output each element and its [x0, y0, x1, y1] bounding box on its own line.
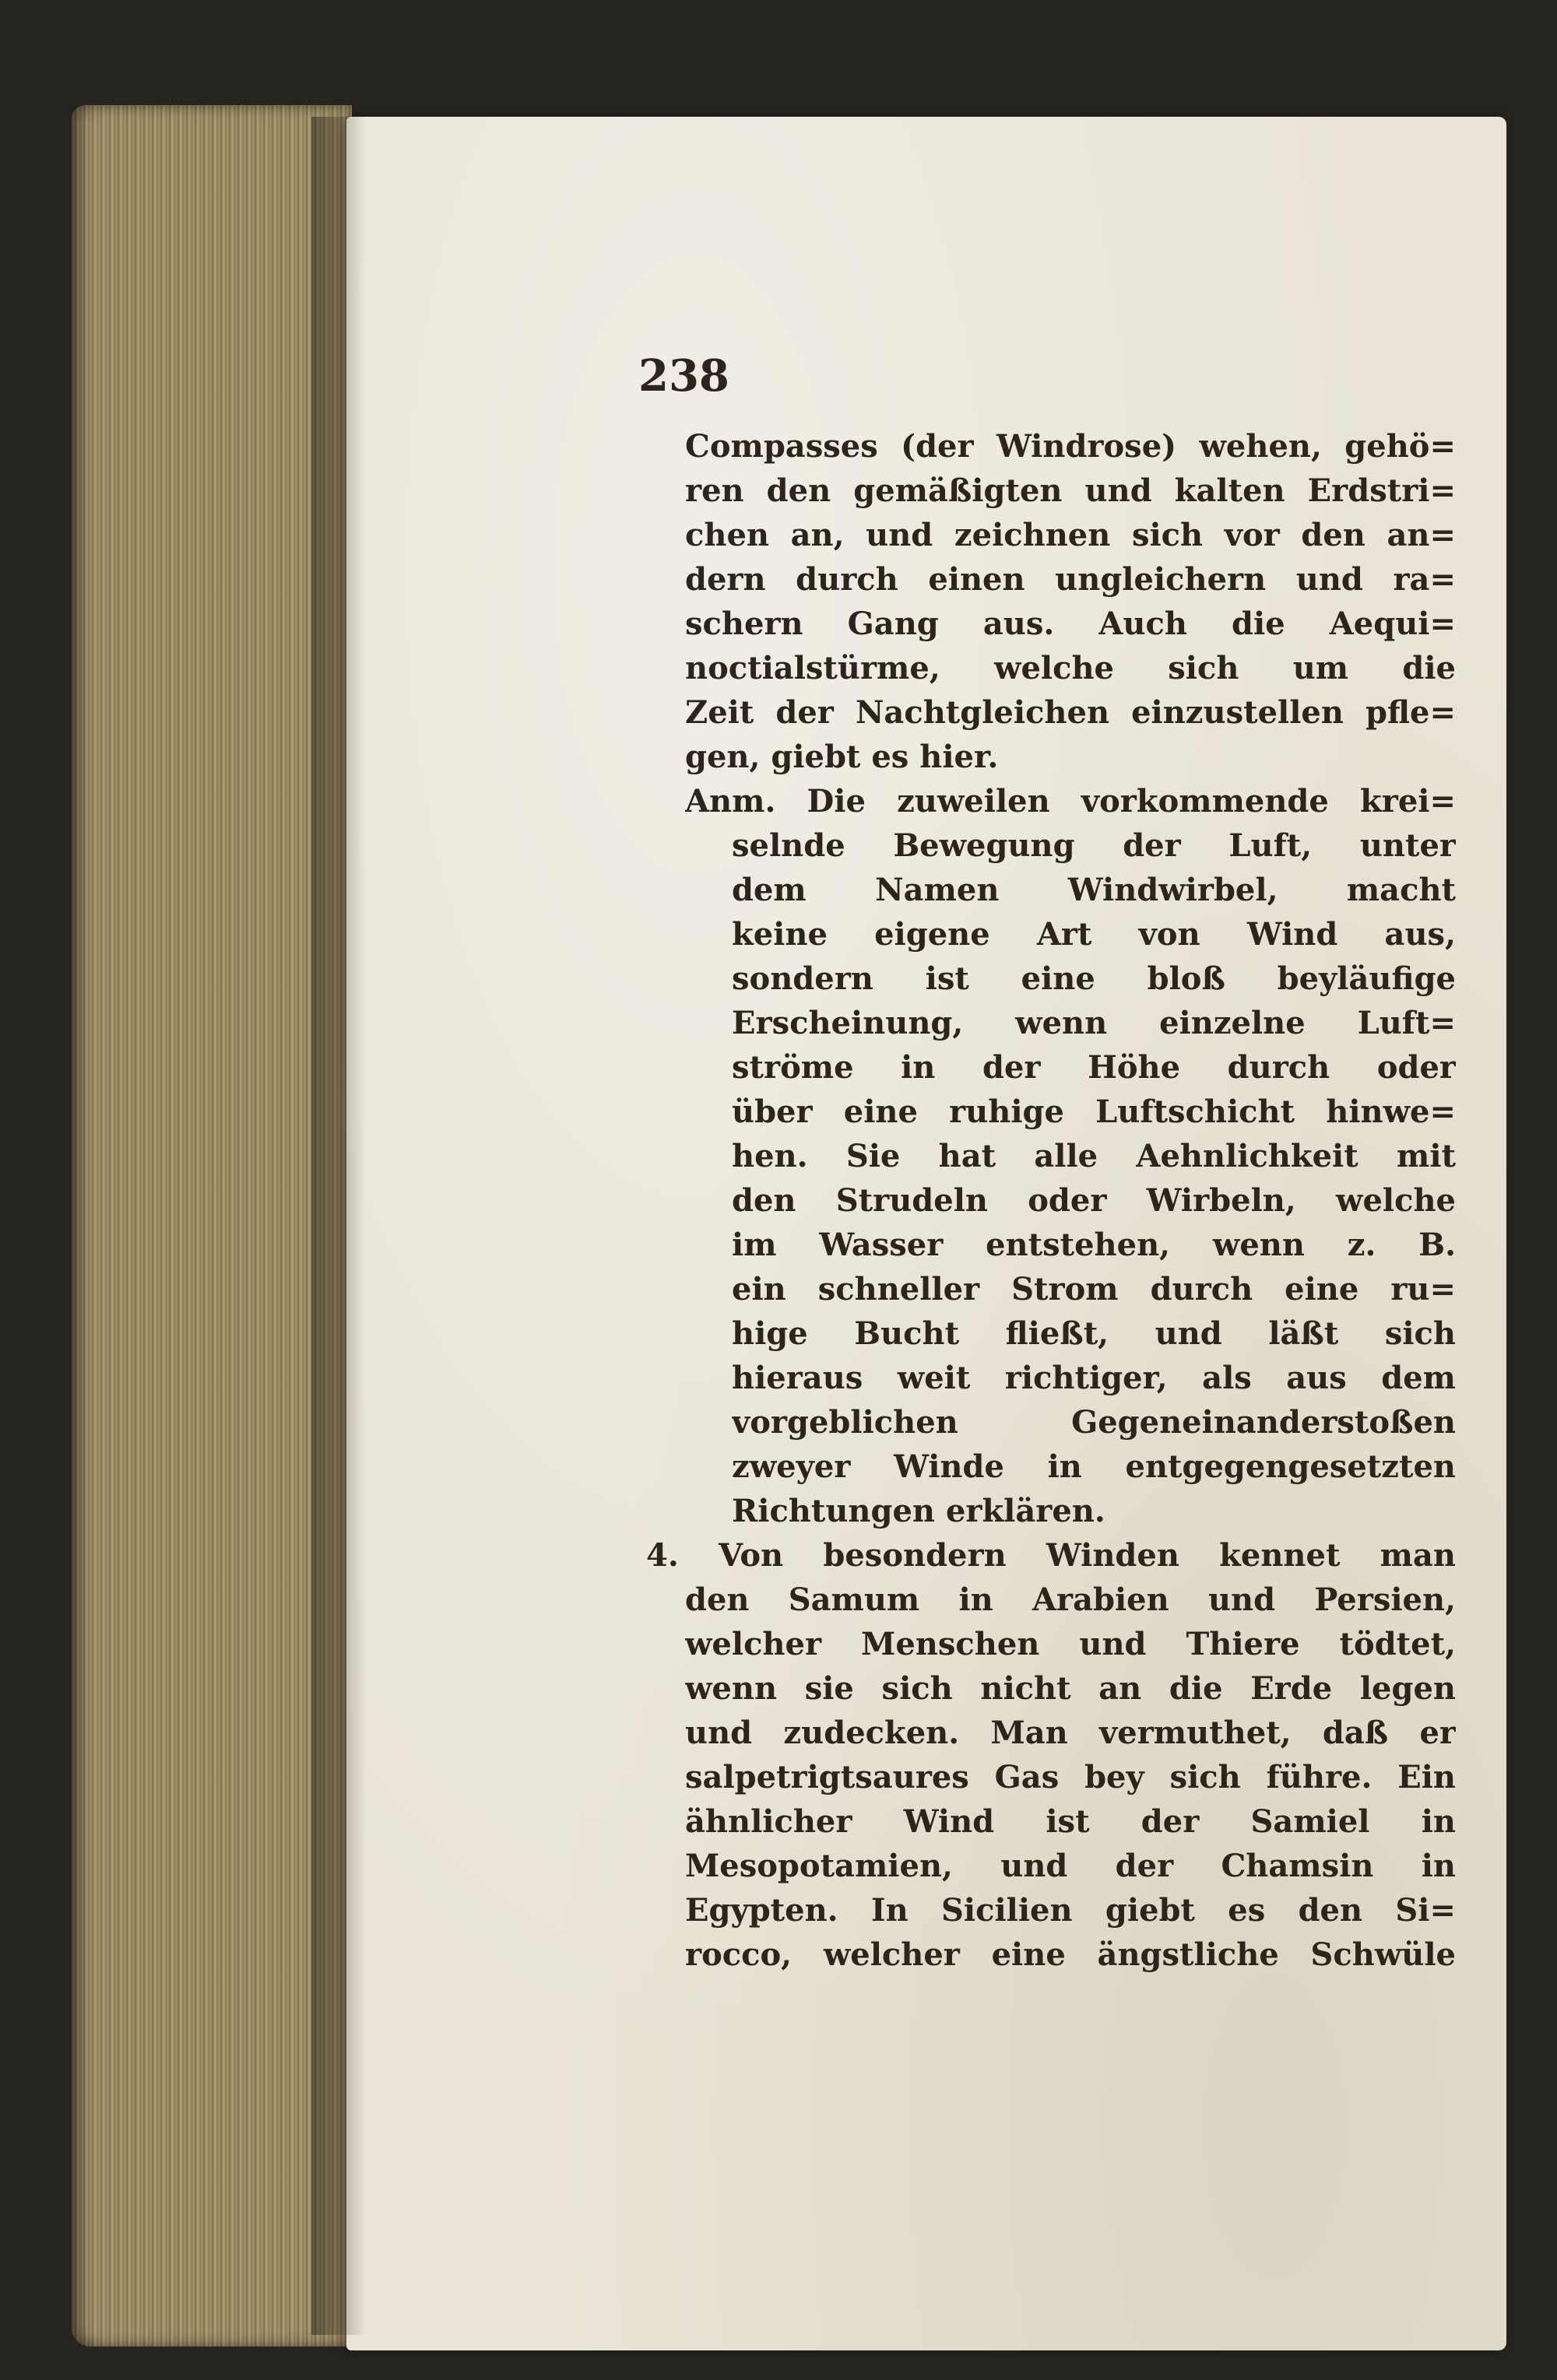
text-line: den Samum in Arabien und Persien,	[685, 1581, 1456, 1618]
text-line: den Strudeln oder Wirbeln, welche	[732, 1182, 1456, 1219]
text-line: salpetrigtsaures Gas bey sich führe. Ein	[685, 1759, 1456, 1796]
text-line: dem Namen Windwirbel, macht	[732, 872, 1456, 908]
paragraph-compasses	[685, 424, 1456, 779]
text-line: hen. Sie hat alle Aehnlichkeit mit	[732, 1138, 1456, 1174]
text-line: hige Bucht fließt, und läßt sich	[732, 1315, 1456, 1352]
text-line: sondern ist eine bloß beyläufige	[732, 960, 1456, 997]
numbered-item-4	[646, 1533, 1456, 1977]
text-line: rocco, welcher eine ängstliche Schwüle	[685, 1936, 1456, 1973]
text-line: Compasses (der Windrose) wehen, gehö=	[685, 428, 1456, 465]
text-line: noctialstürme, welche sich um die	[685, 650, 1456, 686]
annotation-note	[685, 779, 1456, 1533]
text-line: vorgeblichen Gegeneinanderstoßen	[732, 1404, 1456, 1441]
text-line: gen, giebt es hier.	[685, 739, 999, 775]
text-line: welcher Menschen und Thiere tödtet,	[685, 1626, 1456, 1662]
book-page-edges	[72, 105, 352, 2347]
text-line: Egypten. In Sicilien giebt es den Si=	[685, 1892, 1456, 1929]
text-line: im Wasser entstehen, wenn z. B.	[732, 1227, 1456, 1263]
text-line: Richtungen erklären.	[732, 1493, 1105, 1529]
text-line: wenn sie sich nicht an die Erde legen	[685, 1670, 1456, 1707]
text-line: ren den gemäßigten und kalten Erdstri=	[685, 472, 1456, 509]
page-number: 238	[638, 350, 729, 402]
page-text	[646, 424, 1456, 1977]
text-line: schern Gang aus. Auch die Aequi=	[685, 606, 1456, 642]
binding-shadow	[311, 117, 366, 2335]
text-line: Anm. Die zuweilen vorkommende krei=	[685, 783, 1456, 820]
text-line: dern durch einen ungleichern und ra=	[685, 561, 1456, 598]
text-line: ähnlicher Wind ist der Samiel in	[685, 1803, 1456, 1840]
text-line: keine eigene Art von Wind aus,	[732, 916, 1456, 953]
text-line: ströme in der Höhe durch oder	[732, 1049, 1456, 1086]
text-line: über eine ruhige Luftschicht hinwe=	[732, 1093, 1456, 1130]
text-line: 4. Von besondern Winden kennet man	[646, 1537, 1456, 1574]
text-line: zweyer Winde in entgegengesetzten	[732, 1448, 1456, 1485]
text-line: und zudecken. Man vermuthet, daß er	[685, 1715, 1456, 1751]
text-line: hieraus weit richtiger, als aus dem	[732, 1360, 1456, 1396]
text-line: Mesopotamien, und der Chamsin in	[685, 1848, 1456, 1884]
text-line: Erscheinung, wenn einzelne Luft=	[732, 1005, 1456, 1041]
text-line: ein schneller Strom durch eine ru=	[732, 1271, 1456, 1308]
text-line: selnde Bewegung der Luft, unter	[732, 827, 1456, 864]
text-line: chen an, und zeichnen sich vor den an=	[685, 517, 1456, 553]
text-line: Zeit der Nachtgleichen einzustellen pfle=	[685, 694, 1456, 731]
